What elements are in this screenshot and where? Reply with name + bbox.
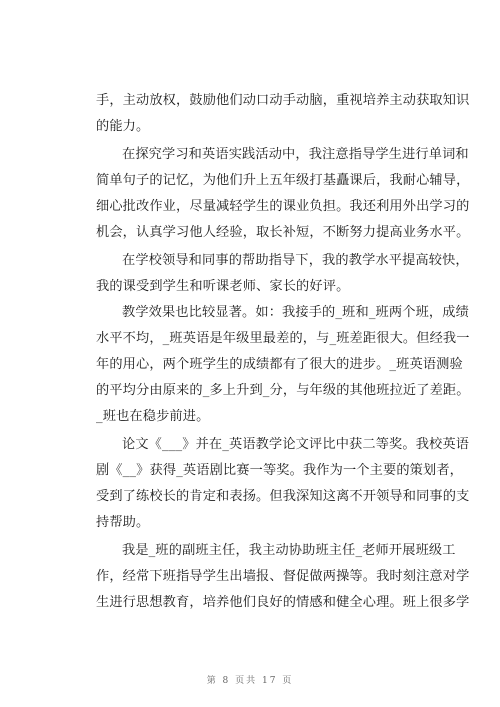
text-line-9: 教学效果也比较显著。如：我接手的_班和_班两个班，成绩 [122,305,469,320]
text-line-18: 我是_班的副班主任，我主动协助班主任_老师开展班级工 [122,543,456,558]
text-line-5: 细心批改作业，尽量减轻学生的课业负担。我还利用外出学习的 [96,199,470,214]
text-line-3: 在探究学习和英语实践活动中，我注意指导学生进行单词和 [122,147,469,162]
text-line-19: 作，经常下班指导学生出墙报、督促做两操等。我时刻注意对学 [96,569,470,584]
text-line-16: 受到了练校长的肯定和表扬。但我深知这离不开领导和同事的支 [96,489,470,504]
text-line-4: 简单句子的记忆，为他们升上五年级打基矗课后，我耐心辅导， [96,173,470,188]
page-number-footer: 第 8 页共 17 页 [206,676,294,686]
text-line-13: _班也在稳步前进。 [96,409,210,424]
text-line-1: 手，主动放权，鼓励他们动口动手动脑，重视培养主动获取知识 [96,93,470,108]
text-line-6: 机会，认真学习他人经验，取长补短，不断努力提高业务水平。 [96,225,470,240]
text-line-8: 我的课受到学生和听课老师、家长的好评。 [96,279,350,294]
text-line-10: 水平不均，_班英语是年级里最差的，与_班差距很大。但经我一 [96,331,470,346]
text-line-7: 在学校领导和同事的帮助指导下，我的教学水平提高较快， [122,253,469,268]
text-line-2: 的能力。 [96,119,150,134]
text-line-12: 的平均分由原来的_多上升到_分，与年级的其他班拉近了差距。 [96,383,470,398]
text-line-11: 年的用心，两个班学生的成绩都有了很大的进步。_班英语测验 [96,357,463,372]
text-line-17: 持帮助。 [96,515,150,530]
text-line-14: 论文《___》并在_英语教学论文评比中获二等奖。我校英语 [122,437,470,452]
text-line-15: 剧《__》获得_英语剧比赛一等奖。我作为一个主要的策划者， [96,463,464,478]
text-line-20: 生进行思想教育，培养他们良好的情感和健全心理。班上很多学 [96,595,470,610]
